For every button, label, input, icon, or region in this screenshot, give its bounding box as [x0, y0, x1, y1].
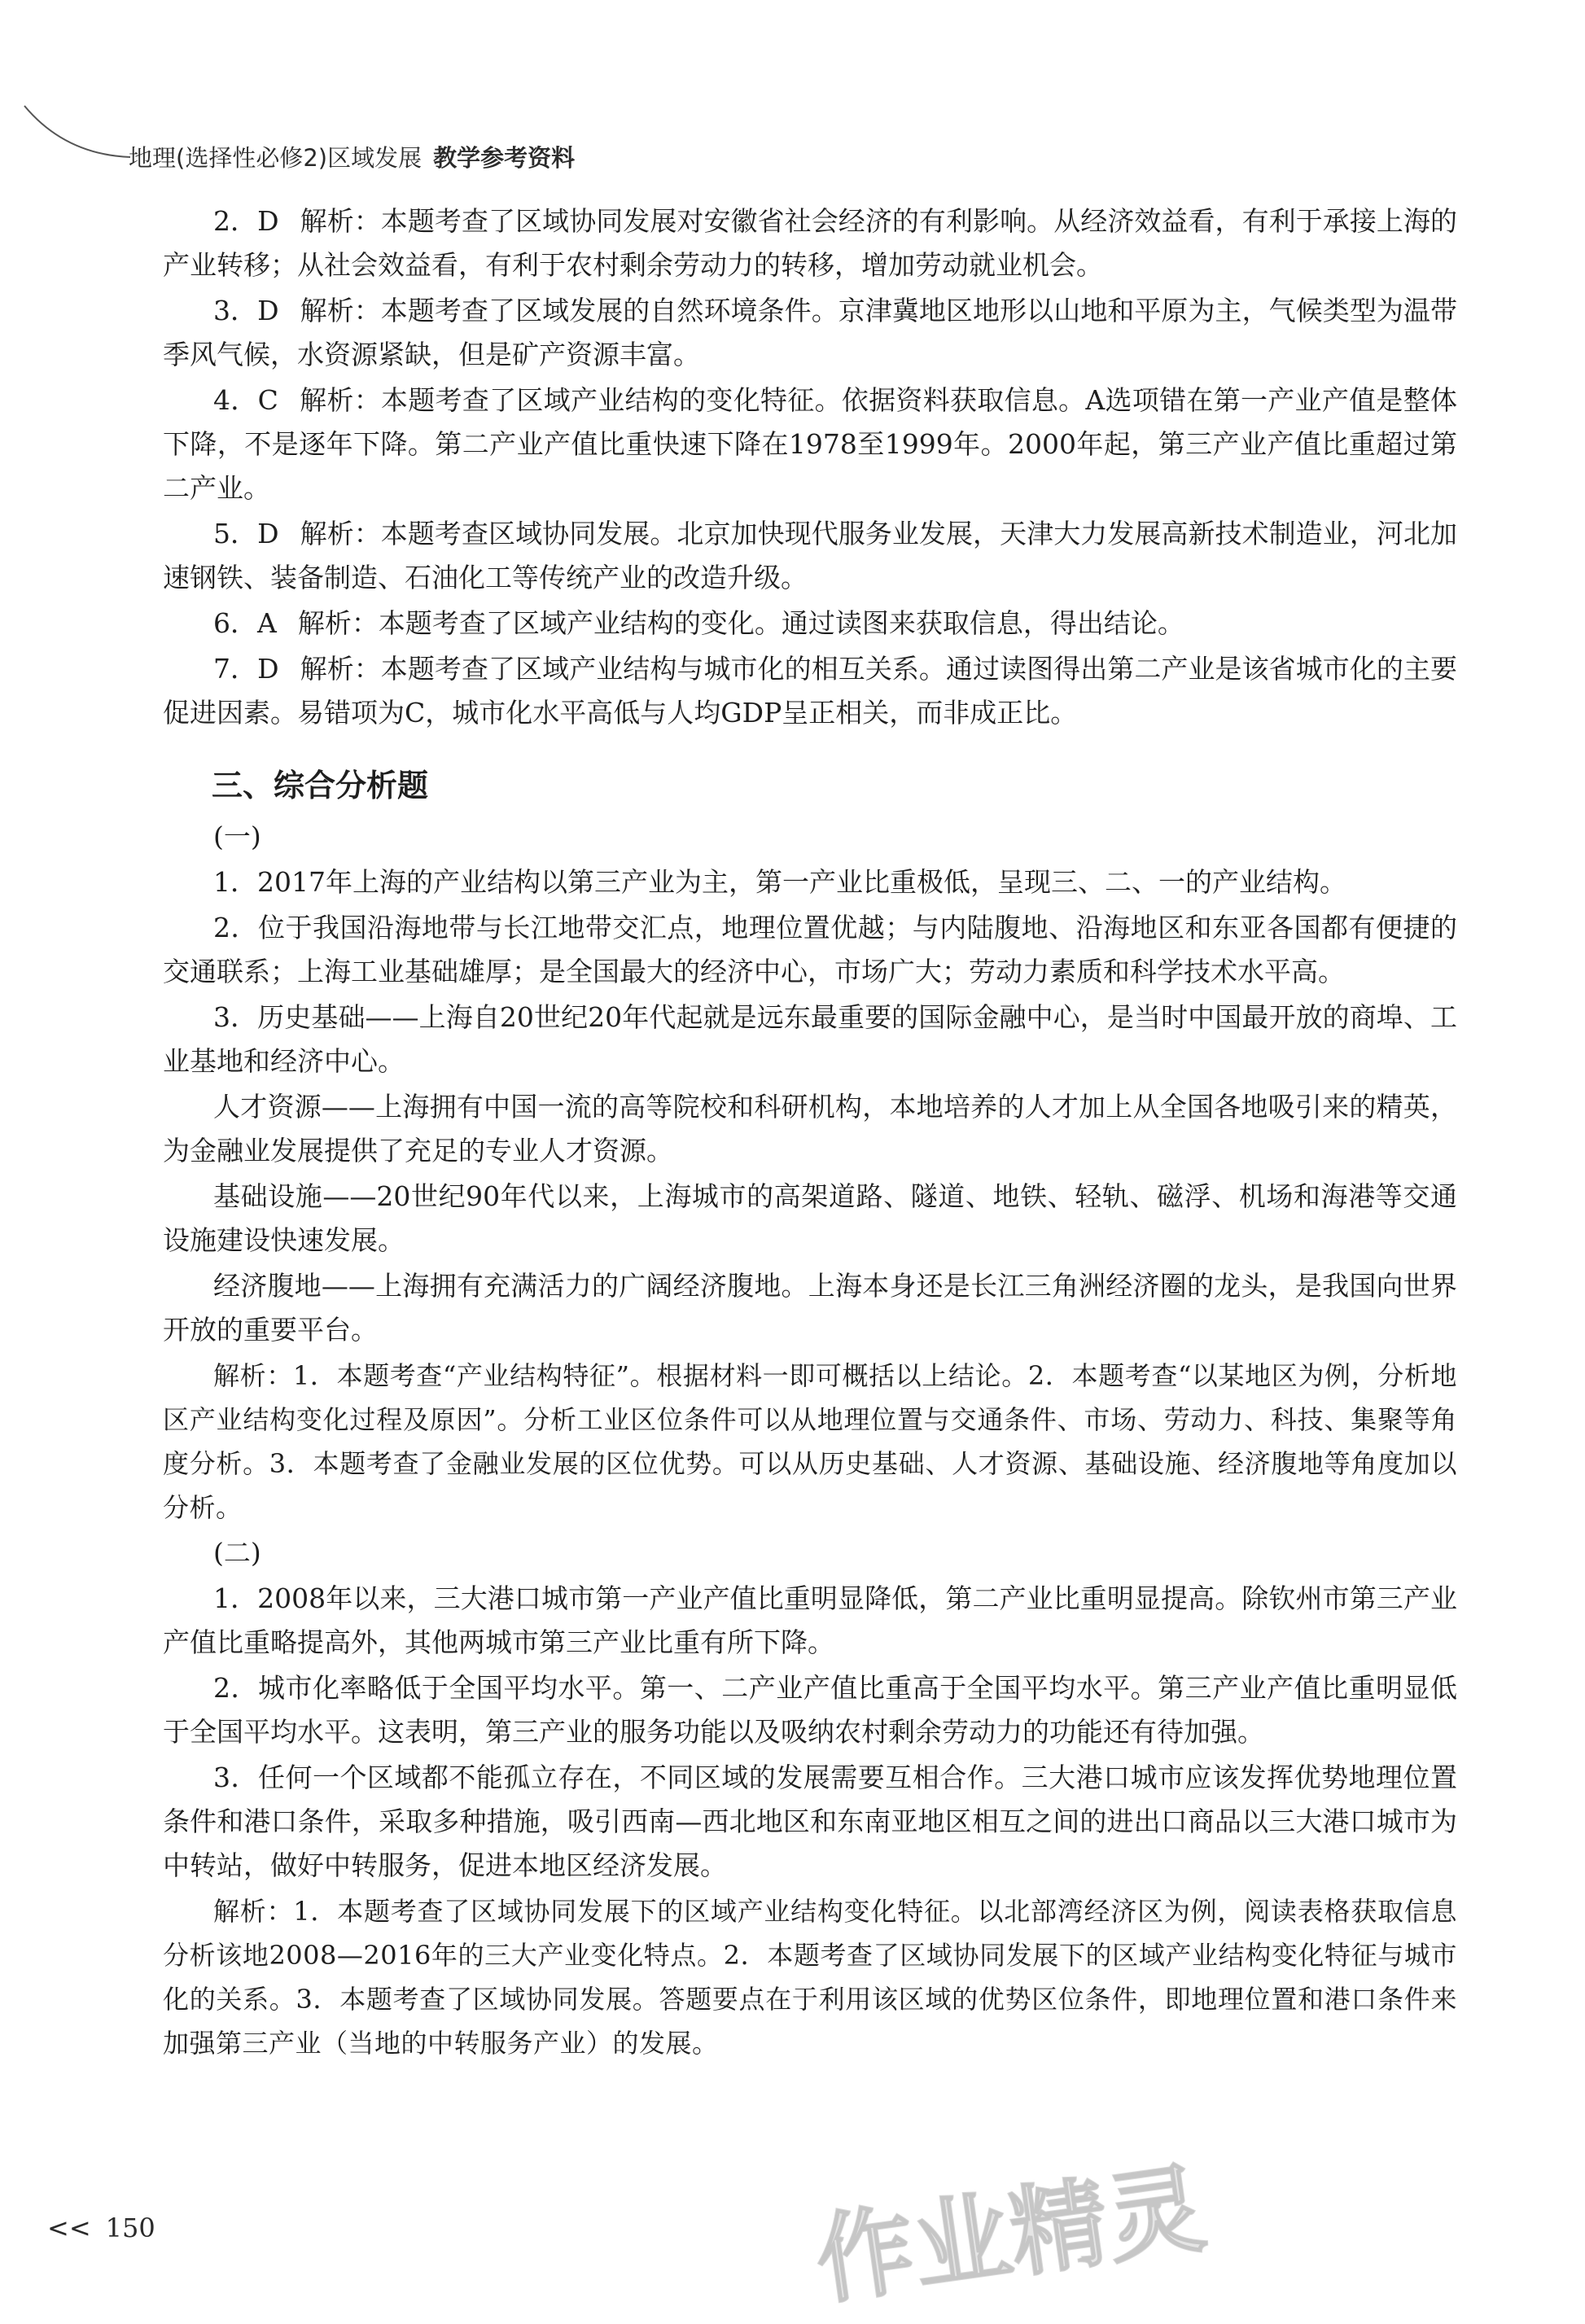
part-2-label: (二) — [213, 1537, 261, 1569]
part-2-paragraph: 3．任何一个区域都不能孤立存在，不同区域的发展需要互相合作。三大港口城市应该发挥优势地理位置条件和港口条件，采取多种措施，吸引西南—西北地区和东南亚地区相互之间的进出口商品以三大港口城市为中转站，做好中转服务，促进本地区经济发展。 — [163, 1762, 1457, 1881]
part-2-analysis: 解析：1．本题考查了区域协同发展下的区域产业结构变化特征。以北部湾经济区为例，阅读表格获取信息分析该地2008—2016年的三大产业变化特点。2．本题考查了区域协同发展下的区域产业结构变化特征与城市化的关系。3．本题考查了区域协同发展。答题要点在于利用该区域的优势区位条件，即地理位置和港口条件来加强第三产业（当地的中转服务产业）的发展。 — [163, 1896, 1457, 2059]
answer-item-4 — [163, 379, 1457, 510]
part-2-paragraph: 2．城市化率略低于全国平均水平。第一、二产业产值比重高于全国平均水平。第三产业产值比重明显低于全国平均水平。这表明，第三产业的服务功能以及吸纳农村剩余劳动力的功能还有待加强。 — [163, 1672, 1457, 1748]
watermark: 作业精灵 — [809, 2152, 1212, 2319]
answer-number: 4．C — [213, 384, 278, 416]
answer-explanation: 解析：本题考查了区域协同发展对安徽省社会经济的有利影响。从经济效益看，有利于承接上海的产业转移；从社会效益看，有利于农村剩余劳动力的转移，增加劳动就业机会。 — [163, 205, 1457, 281]
answer-number: 6．A — [213, 607, 277, 639]
header-decorative-curve — [0, 0, 130, 171]
page-footer — [47, 2212, 155, 2243]
part-1-paragraph: 2．位于我国沿海地带与长江地带交汇点，地理位置优越；与内陆腹地、沿海地区和东亚各国都有便捷的交通联系；上海工业基础雄厚；是全国最大的经济中心，市场广大；劳动力素质和科学技术水平高。 — [163, 912, 1457, 987]
double-chevron-left-icon: << — [47, 2212, 91, 2243]
page-number: 150 — [105, 2212, 155, 2243]
answer-number: 7．D — [213, 653, 279, 685]
header-book-subtitle: 教学参考资料 — [433, 144, 576, 172]
header-book-title: 地理(选择性必修2)区域发展 — [129, 144, 423, 172]
section-title: 三、综合分析题 — [212, 768, 429, 803]
answer-number: 5．D — [213, 518, 279, 549]
answer-item-6 — [163, 602, 1457, 646]
part-1-paragraph: 人才资源——上海拥有中国一流的高等院校和科研机构，本地培养的人才加上从全国各地吸引来的精英，为金融业发展提供了充足的专业人才资源。 — [163, 1091, 1457, 1166]
part-1-paragraph: 3．历史基础——上海自20世纪20年代起就是远东最重要的国际金融中心，是当时中国最开放的商埠、工业基地和经济中心。 — [163, 1001, 1457, 1077]
answer-item-2 — [163, 199, 1457, 287]
answer-explanation: 解析：本题考查了区域产业结构与城市化的相互关系。通过读图得出第二产业是该省城市化的主要促进因素。易错项为C，城市化水平高低与人均GDP呈正相关，而非成正比。 — [163, 653, 1457, 729]
part-2-paragraph: 1．2008年以来，三大港口城市第一产业产值比重明显降低，第二产业比重明显提高。除钦州市第三产业产值比重略提高外，其他两城市第三产业比重有所下降。 — [163, 1582, 1457, 1658]
answer-explanation: 解析：本题考查了区域产业结构的变化。通过读图来获取信息，得出结论。 — [297, 607, 1184, 639]
answer-item-5 — [163, 512, 1457, 600]
part-1-label: (一) — [213, 821, 261, 852]
part-1-analysis: 解析：1．本题考查“产业结构特征”。根据材料一即可概括以上结论。2．本题考查“以某地区为例，分析地区产业结构变化过程及原因”。分析工业区位条件可以从地理位置与交通条件、市场、劳动力、科技、集聚等角度分析。3．本题考查了金融业发展的区位优势。可以从历史基础、人才资源、基础设施、经济腹地等角度加以分析。 — [163, 1360, 1457, 1523]
part-1-paragraph: 基础设施——20世纪90年代以来，上海城市的高架道路、隧道、地铁、轻轨、磁浮、机场和海港等交通设施建设快速发展。 — [163, 1180, 1457, 1256]
running-header — [129, 140, 575, 173]
answer-number: 2．D — [213, 205, 279, 237]
answer-explanation: 解析：本题考查了区域产业结构的变化特征。依据资料获取信息。A选项错在第一产业产值是整体下降，不是逐年下降。第二产业产值比重快速下降在1978至1999年。2000年起，第三产业产值比重超过第二产业。 — [163, 384, 1457, 504]
answer-explanation: 解析：本题考查了区域发展的自然环境条件。京津冀地区地形以山地和平原为主，气候类型为温带季风气候，水资源紧缺，但是矿产资源丰富。 — [163, 295, 1457, 370]
answer-number: 3．D — [213, 295, 279, 326]
answer-item-3 — [163, 289, 1457, 377]
part-1-paragraph: 经济腹地——上海拥有充满活力的广阔经济腹地。上海本身还是长江三角洲经济圈的龙头，是我国向世界开放的重要平台。 — [163, 1270, 1457, 1346]
part-1-paragraph: 1．2017年上海的产业结构以第三产业为主，第一产业比重极低，呈现三、二、一的产业结构。 — [213, 866, 1346, 898]
answer-explanation: 解析：本题考查区域协同发展。北京加快现代服务业发展，天津大力发展高新技术制造业，河北加速钢铁、装备制造、石油化工等传统产业的改造升级。 — [163, 518, 1457, 593]
page-content — [163, 199, 1457, 2067]
answer-item-7 — [163, 647, 1457, 735]
